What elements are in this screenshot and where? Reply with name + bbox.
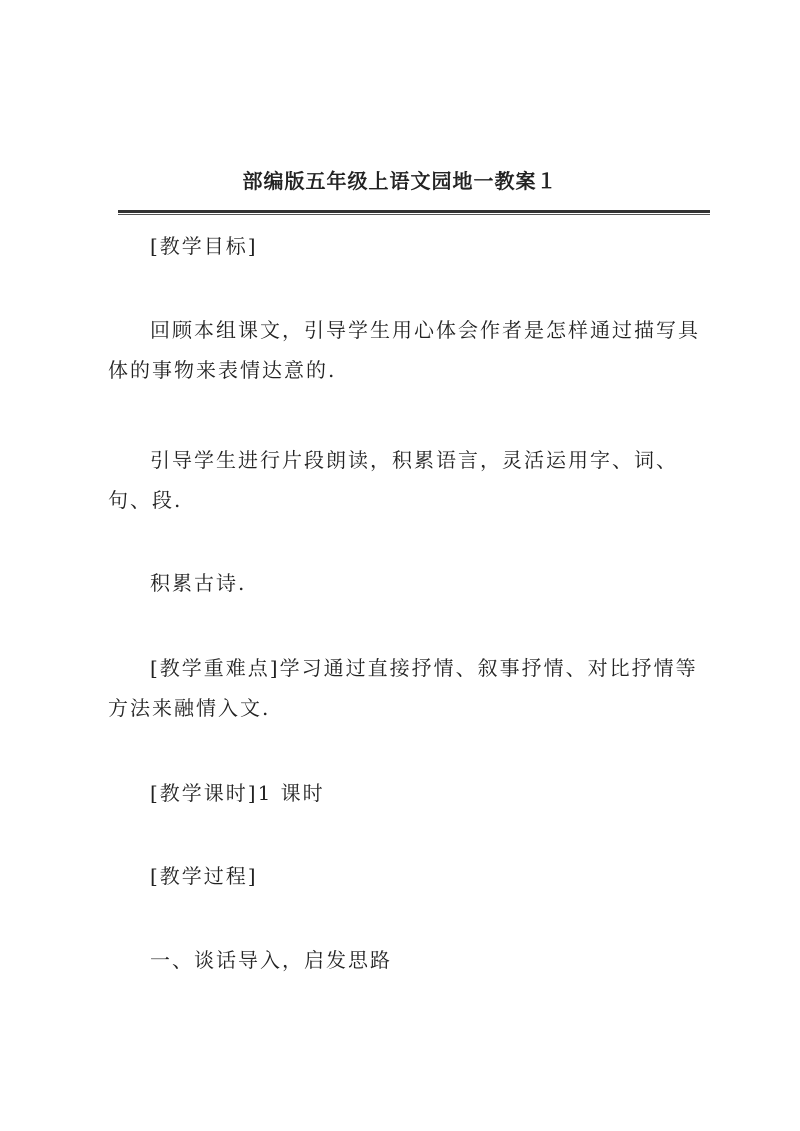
section-heading-teaching-process: [教学过程] bbox=[150, 864, 258, 888]
paragraph-step-1: 一、谈话导入，启发思路 bbox=[150, 948, 392, 972]
paragraph-goal-2: 引导学生进行片段朗读，积累语言，灵活运用字、词、句、段. bbox=[108, 448, 678, 512]
paragraph-goal-1: 回顾本组课文，引导学生用心体会作者是怎样通过描写具体的事物来表情达意的. bbox=[108, 318, 700, 382]
title-underline-thick bbox=[118, 210, 710, 213]
document-title: 部编版五年级上语文园地一教案１ bbox=[242, 169, 558, 193]
section-heading-teaching-goals: [教学目标] bbox=[150, 234, 258, 258]
paragraph-key-points: [教学重难点]学习通过直接抒情、叙事抒情、对比抒情等方法来融情入文. bbox=[108, 656, 698, 720]
paragraph-goal-3: 积累古诗. bbox=[150, 571, 247, 595]
title-underline-thin bbox=[118, 214, 710, 215]
paragraph-class-hours: [教学课时]1 课时 bbox=[150, 781, 325, 805]
